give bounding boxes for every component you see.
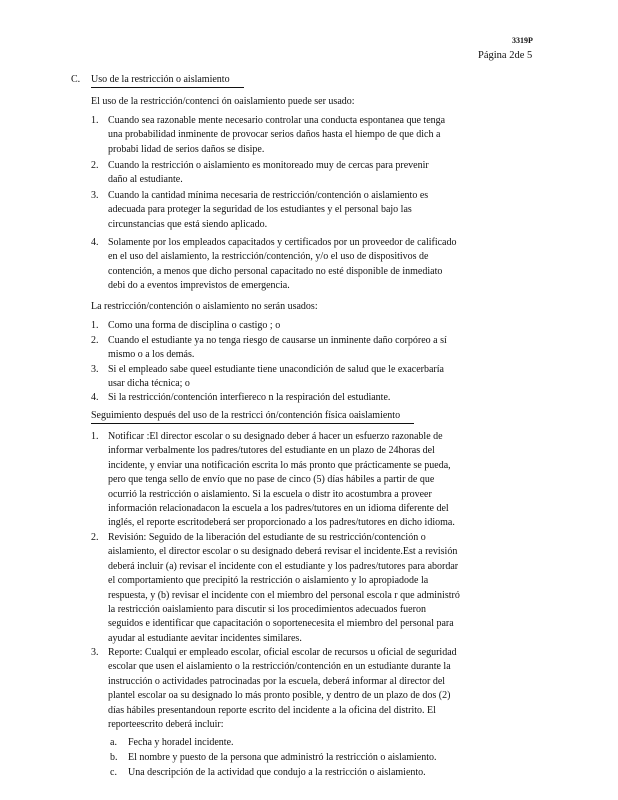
list-item-number: 3. <box>91 190 99 201</box>
list-item-number: 4. <box>91 392 99 403</box>
sub-item-letter: b. <box>110 752 118 763</box>
list-item: Si el empleado sabe queel estudiante tiene unacondición de salud que le exacerbaría usar dicha técnica; o <box>108 364 444 390</box>
list-item-number: 3. <box>91 647 99 658</box>
list-item-number: 1. <box>91 320 99 331</box>
policy-code: 3319P <box>512 36 533 45</box>
list-item: Como una forma de disciplina o castigo ; o <box>108 320 281 331</box>
section-c-intro: El uso de la restricción/contenci ón oaislamiento puede ser usado: <box>91 96 355 107</box>
list-item: Reporte: Cualqui er empleado escolar, oficial escolar de recursos u oficial de seguridad escolar que usen el aislamiento o la restricción/contención en un estudiante durante la instrucción o actividades patrocinadas por la escuela, deberá informar al director del plantel escolar oa su designado lo más pronto posible, y dentro de un plazo de dos (2) días hábiles presentandoun reporte escrito del incidente a la oficina del distrito. El reporteescrito deberá incluir: <box>108 647 457 731</box>
page-number: Página 2de 5 <box>478 50 533 61</box>
list-item: Cuando el estudiante ya no tenga riesgo de causarse un inminente daño corpóreo a sí mismo o a los demás. <box>108 335 447 361</box>
sub-item-text: Fecha y horadel incidente. <box>128 737 234 748</box>
list-item-number: 2. <box>91 335 99 346</box>
list-item-number: 1. <box>91 115 99 126</box>
sub-item-text: Una descripción de la actividad que condujo a la restricción o aislamiento. <box>128 767 426 778</box>
list-item: Solamente por los empleados capacitados y certificados por un proveedor de calificado en el uso del aislamiento, la restricción/contención, y/o el uso de dispositivos de contención, a menos que dicho personal capacitado no esté disponible de inmediato debi do a eventos imprevistos de emergencia. <box>108 237 457 292</box>
list-item-number: 1. <box>91 431 99 442</box>
list-item-number: 2. <box>91 532 99 543</box>
sub-item-text: El nombre y puesto de la persona que administró la restricción o aislamiento. <box>128 752 437 763</box>
sub-item-letter: a. <box>110 737 117 748</box>
list-item: Cuando sea razonable mente necesario controlar una conducta espontanea que tenga una probabilidad inminente de provocar serios daños hasta el hiempo de que dich a probabi lidad de serios daños se disipe. <box>108 115 446 155</box>
list-item: Revisión: Seguido de la liberación del estudiante de su restricción/contención o aislamiento, el director escolar o su designado deberá revisar el incidente.Est a revisión deberá incluir (a) revisar el incidente con el estudiante y los padres/tutores para abordar el comportamiento que precipitó la restricción o aislamiento y lo apropiadode la respuesta, y (b) revisar el incidente con el miembro del personal escola r que administró la restricción oaislamiento para discutir si los procedimientos adecuados fueron seguidos e identificar que capacitación o soportenecesita el miembro del personal para ayudar al estudiante aevitar incidentes similares. <box>108 532 460 644</box>
list-item-number: 3. <box>91 364 99 375</box>
section-c-title: Uso de la restricción o aislamiento <box>91 73 244 88</box>
list-item: Cuando la restricción o aislamiento es monitoreado muy de cercas para prevenir daño al estudiante. <box>108 160 429 186</box>
list-item: Si la restricción/contención interfiereco n la respiración del estudiante. <box>108 392 391 403</box>
list-item: Notificar :El director escolar o su designado deber á hacer un esfuerzo razonable de informar verbalmente los padres/tutores del estudiante en un plazo de 24horas del incidente, y enviar una notificación escrita lo más pronto que prácticamente se pueda, pero que tenga sello de envío que no pase de cinco (5) días hábiles a partir de que ocurrió la restricción o aislamiento. Si la escuela o distr ito acostumbra a proveer información relacionadacon la escuela a los padres/tutores en un idioma diferente del inglés, el reporte escritodeberá ser proporcionado a los padres/tutores en dicho idioma. <box>108 431 455 529</box>
section-d-title: Seguimiento después del uso de la restricci ón/contención física oaislamiento <box>91 409 414 424</box>
list-item: Cuando la cantidad mínima necesaria de restricción/contención o aislamiento es adecuada para proteger la seguridad de los estudiantes y el personal bajo las circunstancias que está siendo aplicado. <box>108 190 429 230</box>
list-item-number: 2. <box>91 160 99 171</box>
sub-item-letter: c. <box>110 767 117 778</box>
section-c-letter: C. <box>71 74 81 85</box>
section-c-intro-2: La restricción/contención o aislamiento no serán usados: <box>91 301 318 312</box>
list-item-number: 4. <box>91 237 99 248</box>
